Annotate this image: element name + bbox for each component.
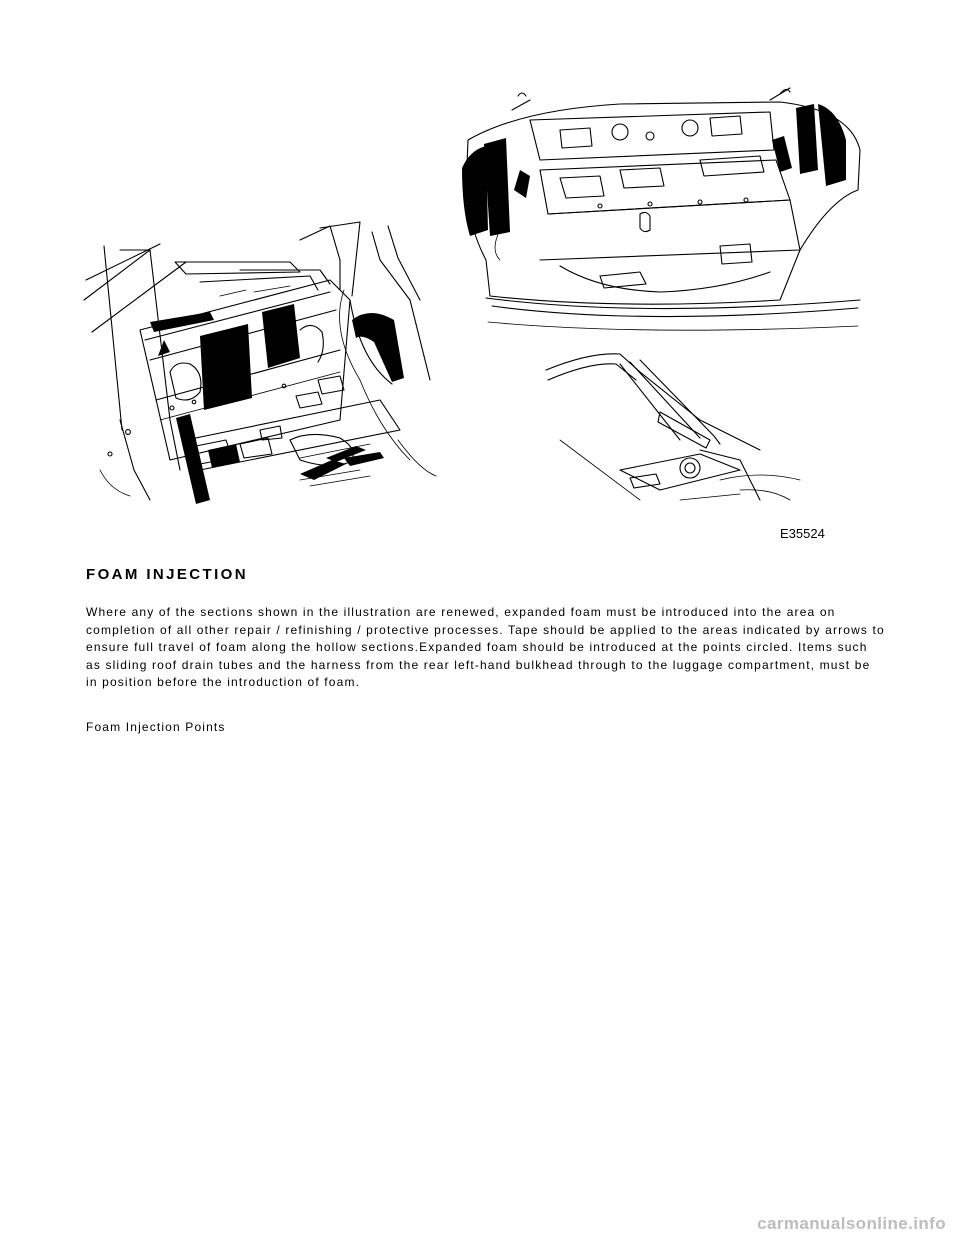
rear-bulkhead-view bbox=[84, 222, 436, 504]
illustration bbox=[0, 0, 960, 560]
watermark: carmanualsonline.info bbox=[757, 1214, 946, 1233]
subheading: Foam Injection Points bbox=[86, 720, 226, 734]
figure-code: E35524 bbox=[780, 526, 825, 541]
luggage-compartment-view bbox=[462, 88, 860, 330]
section-title: FOAM INJECTION bbox=[86, 566, 248, 583]
section-body: Where any of the sections shown in the illustration are renewed, expanded foam must be introduced into the area on completion of all other repair / refinishing / protective processes. Tape should be applied to the areas indicated by arrows to ensure full travel of foam along the hollow sections.Expanded foam should be introduced at the points circled. Items such as sliding roof drain tubes and the harness from the rear left-hand bulkhead through to the luggage compartment, must be in position before the introduction of foam. bbox=[86, 605, 885, 690]
c-pillar-view bbox=[546, 354, 800, 500]
